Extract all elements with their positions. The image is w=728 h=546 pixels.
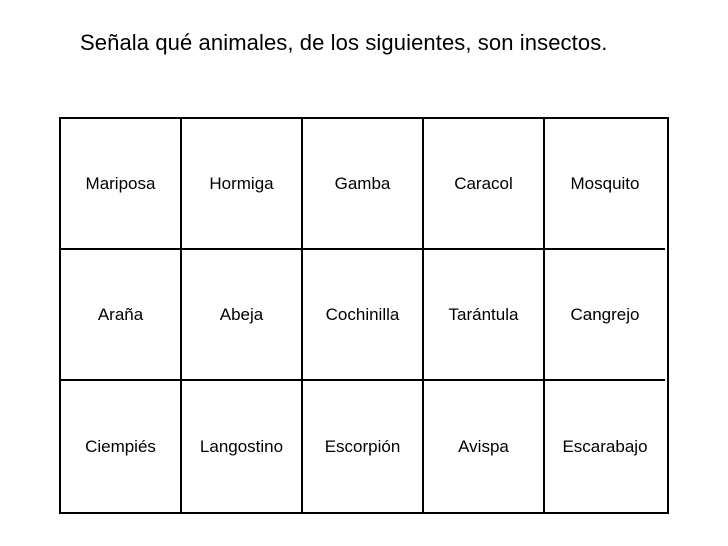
animal-cell[interactable]: Araña: [61, 250, 182, 381]
animal-cell[interactable]: Cangrejo: [545, 250, 665, 381]
animal-cell[interactable]: Cochinilla: [303, 250, 424, 381]
animal-cell[interactable]: Ciempiés: [61, 381, 182, 512]
animal-grid: [59, 117, 669, 514]
animal-cell[interactable]: Langostino: [182, 381, 303, 512]
animal-cell[interactable]: Tarántula: [424, 250, 545, 381]
animal-cell[interactable]: Mariposa: [61, 119, 182, 250]
page-title: Señala qué animales, de los siguientes, son insectos.: [80, 30, 608, 55]
animal-cell[interactable]: Caracol: [424, 119, 545, 250]
animal-cell[interactable]: Abeja: [182, 250, 303, 381]
animal-cell[interactable]: Avispa: [424, 381, 545, 512]
animal-cell[interactable]: Escarabajo: [562, 436, 648, 456]
animal-cell[interactable]: Hormiga: [182, 119, 303, 250]
animal-cell[interactable]: Gamba: [303, 119, 424, 250]
animal-cell[interactable]: Mosquito: [545, 119, 665, 250]
animal-cell[interactable]: Escorpión: [303, 381, 424, 512]
